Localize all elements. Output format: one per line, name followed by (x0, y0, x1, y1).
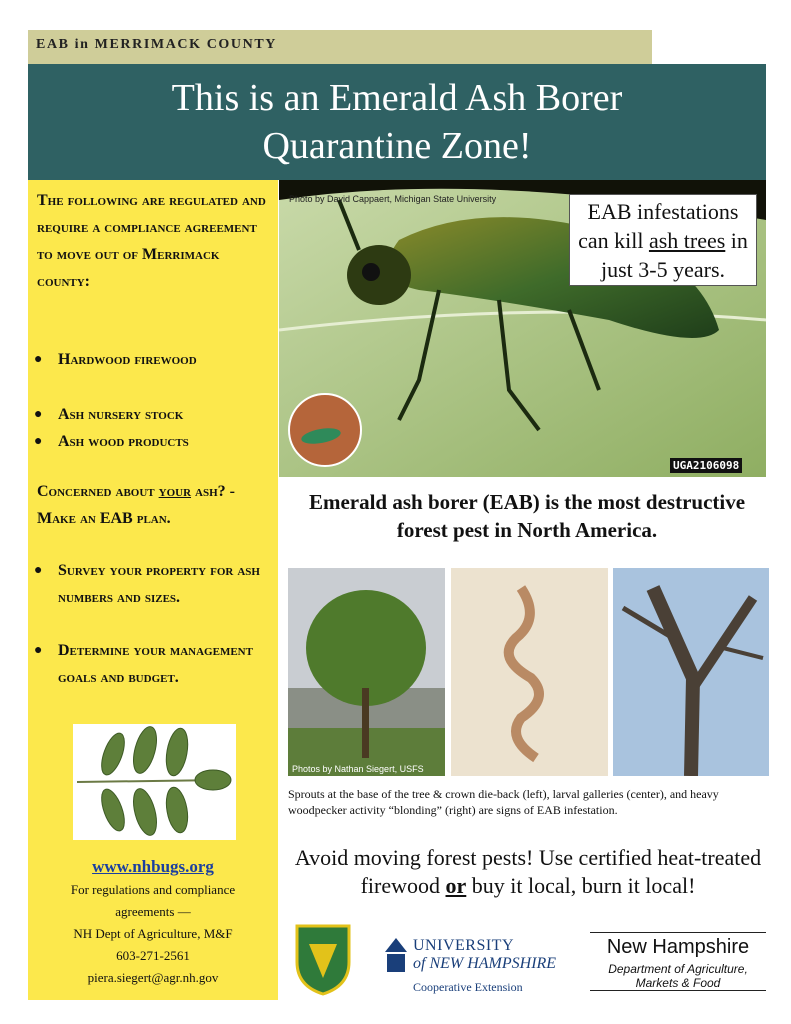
divider (590, 990, 766, 991)
contact-line: NH Dept of Agriculture, M&F (73, 926, 233, 941)
unh-extension: Cooperative Extension (413, 980, 523, 994)
bullet-icon: ● (34, 563, 43, 578)
contact-line: For regulations and compliance (70, 882, 236, 897)
contact-phone: 603-271-2561 (116, 948, 190, 963)
larval-gallery-icon (451, 568, 608, 776)
larval-galleries-photo (451, 568, 608, 776)
photos-credit: Photos by Nathan Siegert, USFS (292, 764, 424, 774)
nhda-name: New Hampshire (606, 936, 750, 958)
penny-icon (287, 392, 363, 468)
photo-caption: Sprouts at the base of the tree & crown die-back (left), larval galleries (center), and heavy woodpecker activity “blonding” (right) are signs of EAB infestation. (288, 787, 719, 817)
ash-leaf-image (73, 724, 236, 840)
penny-inset (287, 392, 363, 468)
page-title (28, 74, 766, 170)
unh-name-line1: UNIVERSITY (413, 937, 514, 954)
woodpecker-blonding-photo (613, 568, 769, 776)
bullet-icon: ● (34, 434, 43, 449)
image-id-label: UGA2106098 (670, 458, 742, 473)
ash-leaf-icon (73, 724, 236, 840)
header-tag: EAB in MERRIMACK COUNTY (36, 37, 277, 52)
avoid-message: Avoid moving forest pests! Use certified heat-treated firewood or buy it local, burn it local! (294, 845, 762, 898)
contact-email[interactable]: piera.siegert@agr.nh.gov (87, 970, 219, 985)
shield-seal-icon (295, 922, 351, 996)
tree-icon (288, 568, 445, 776)
unh-building-icon (383, 938, 409, 974)
bullet-icon: ● (34, 643, 43, 658)
bare-branches-icon (613, 568, 769, 776)
title-line-2: Quarantine Zone! (262, 125, 532, 167)
bullet-icon: ● (34, 352, 43, 367)
headline: Emerald ash borer (EAB) is the most destructive forest pest in North America. (308, 490, 746, 542)
website-link[interactable]: www.nhbugs.org (92, 857, 214, 876)
photo-credit: Photo by David Cappaert, Michigan State University (289, 194, 497, 204)
nhda-department: Department of Agriculture, Markets & Food (608, 962, 748, 990)
concern-heading: Concerned about your ash? - Make an EAB plan. (37, 483, 235, 527)
unh-logo-mark (383, 938, 409, 974)
title-line-1: This is an Emerald Ash Borer (171, 77, 623, 119)
bullet-icon: ● (34, 407, 43, 422)
unh-name-line2: of NEW HAMPSHIRE (413, 955, 557, 972)
contact-block (28, 855, 278, 989)
regulated-heading: The following are regulated and require a compliance agreement to move out of Merrimack county: (37, 192, 266, 290)
tree-dieback-photo (288, 568, 445, 776)
divider (590, 932, 766, 933)
contact-line: agreements — (115, 904, 191, 919)
county-seal-logo (295, 922, 351, 996)
callout-box: EAB infestations can kill ash trees in just 3-5 years. (569, 194, 757, 286)
